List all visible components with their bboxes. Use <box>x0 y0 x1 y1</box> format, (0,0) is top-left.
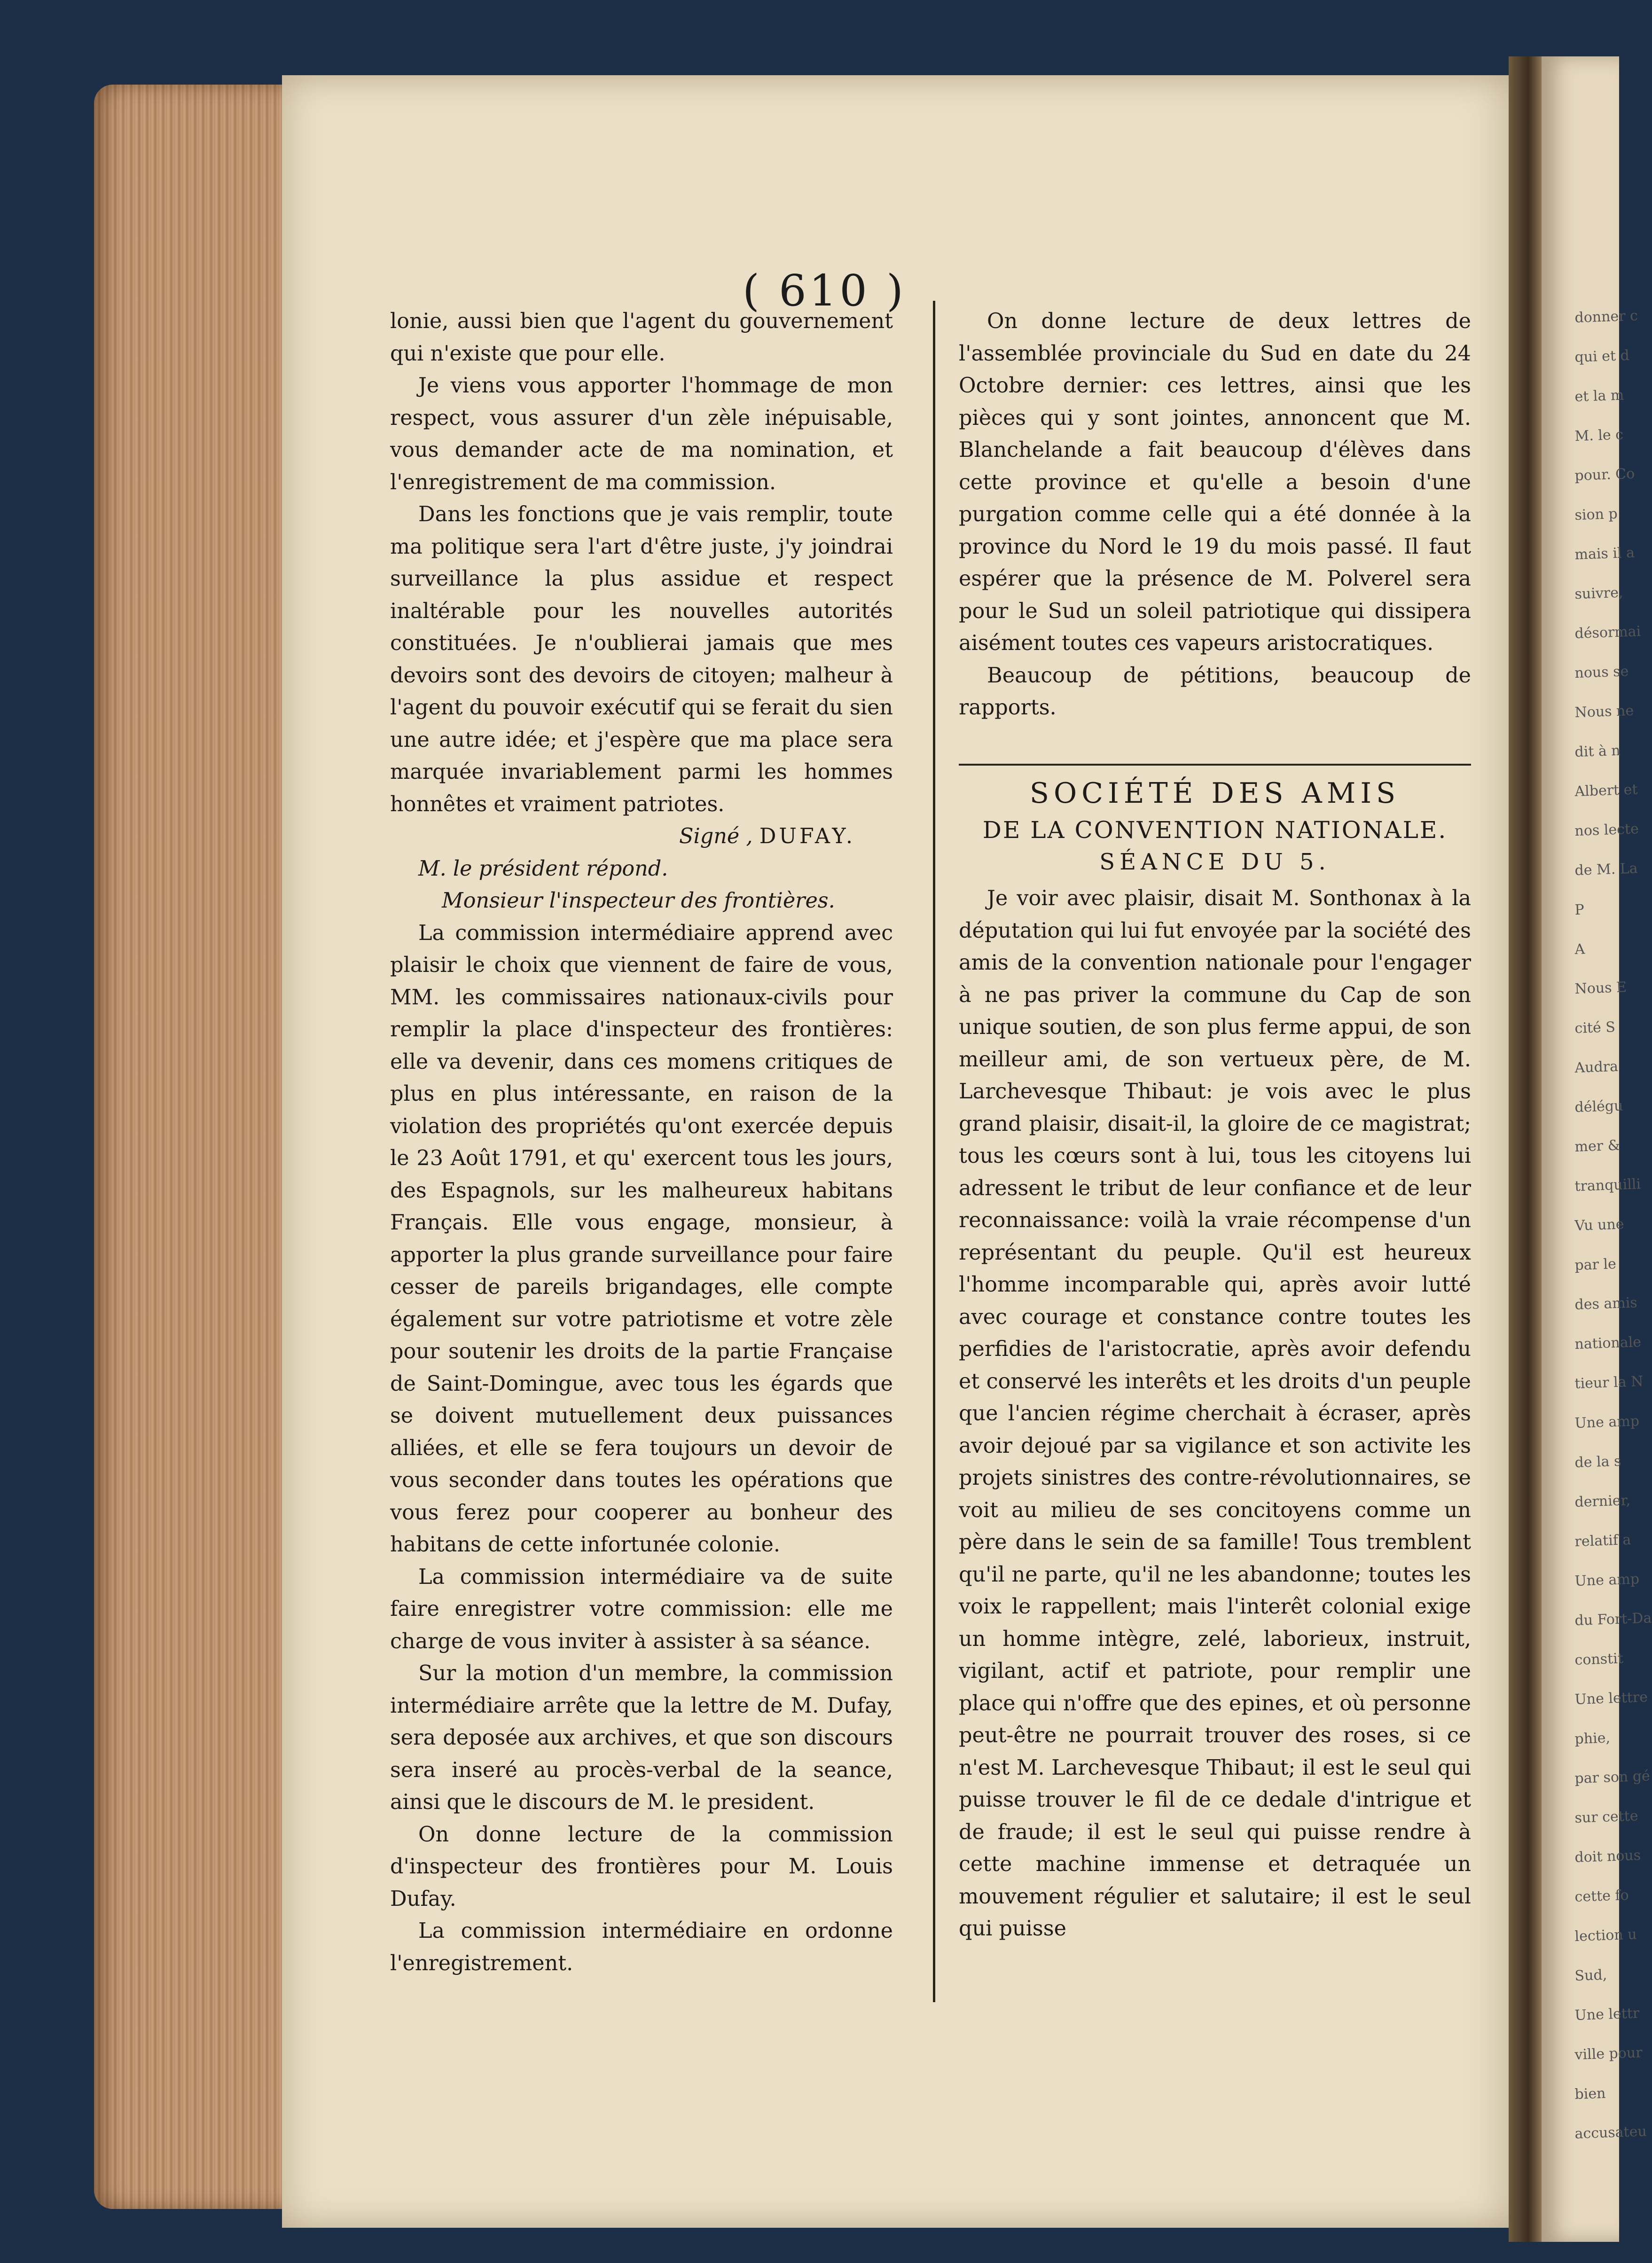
left-paragraph-2: Je viens vous apporter l'hommage de mon respect, vous assurer d'un zèle inépuisable, vous demander acte de ma nomination, et l'enregistrement de ma commission. <box>390 374 893 494</box>
next-page-text-fragment: doit nous <box>1574 1847 1641 1866</box>
next-page-text-fragment: sion p <box>1574 505 1618 524</box>
next-page-text-fragment: nationale <box>1574 1334 1642 1353</box>
next-page-text-fragment: bien <box>1574 2085 1606 2103</box>
next-page-text-fragment: cité S <box>1574 1018 1616 1037</box>
next-page-text-fragment: accusateu <box>1574 2123 1647 2142</box>
next-page-text-fragment: nos lecte <box>1574 821 1639 839</box>
seance-heading: SÉANCE DU 5. <box>1099 849 1331 875</box>
next-page-text-fragment: délégu <box>1574 1097 1623 1116</box>
next-page-text-fragment: dernier, <box>1574 1492 1631 1511</box>
left-paragraph-3: Dans les fonctions que je vais remplir, toute ma politique sera l'art d'être juste, j'y joindrai surveillance la plus assidue et respect inaltérable pour les nouvelles autorités constituées. Je n'oublierai jamais que mes devoirs sont des devoirs de citoyen; malheur à l'agent du pouvoir exécutif qui se ferait du sien une autre idée; et j'espère que ma place sera marquée invariablement parmi les hommes honnêtes et vraiment patriotes. <box>390 502 893 816</box>
right-paragraph-2: Beaucoup de pétitions, beaucoup de rapports. <box>959 663 1471 720</box>
signature-line <box>390 821 893 853</box>
next-page-text-fragment: qui et d <box>1574 347 1630 366</box>
next-page-text-fragment: dit à n <box>1574 742 1621 760</box>
next-page-text-fragment: tieur la N <box>1574 1373 1644 1392</box>
society-subtitle: DE LA CONVENTION NATIONALE. <box>982 816 1448 844</box>
right-paragraph-1: On donne lecture de deux lettres de l'assemblée provinciale du Sud en date du 24 Octobre dernier: ces lettres, ainsi que les pièces qui y sont jointes, annoncent que M. Blanchelande a fait beaucoup d'élèves dans cette province et qu'elle a besoin d'une purgation comme celle qui a été donnée à la province du Nord le 19 du mois passé. Il faut espérer que la présence de M. Polverel sera pour le Sud un soleil patriotique qui dissipera aisément toutes ces vapeurs aristocratiques. <box>959 309 1471 655</box>
next-page-text-fragment: relatif a <box>1574 1531 1631 1550</box>
next-page-text-fragment: de M. La <box>1574 860 1638 879</box>
next-page-fragment <box>1542 56 1652 2242</box>
next-page-text-fragment: tranquilli <box>1574 1176 1641 1195</box>
next-page-text-fragment: Une lettre <box>1574 1689 1648 1708</box>
left-paragraph-1: lonie, aussi bien que l'agent du gouvernement qui n'existe que pour elle. <box>390 309 893 366</box>
next-page-text-fragment: suivre, <box>1574 584 1624 603</box>
signature-name: DUFAY. <box>759 824 855 848</box>
left-column <box>390 305 893 1980</box>
section-divider <box>959 764 1471 766</box>
next-page-text-fragment: Une lettr <box>1574 2005 1640 2024</box>
next-page-text-fragment: Vu une <box>1574 1216 1625 1234</box>
next-page-text-fragment: Albert et <box>1574 781 1638 800</box>
next-page-text-fragment: M. le c <box>1574 426 1624 445</box>
next-page-text-fragment: et la m <box>1574 387 1624 405</box>
next-page-text-fragment: mer & <box>1574 1137 1621 1155</box>
next-page-text-fragment: pour. Co <box>1574 465 1635 484</box>
next-page-text-fragment: Audra <box>1574 1058 1619 1076</box>
book-page-edges <box>94 85 291 2209</box>
right-column-top <box>959 305 1471 724</box>
next-page-text-fragment: ville pour <box>1574 2044 1643 2063</box>
next-page-text-fragment: désormai <box>1574 623 1641 642</box>
next-page-text-fragment: Une amp <box>1574 1571 1640 1590</box>
next-page-text-fragment: par le <box>1574 1255 1617 1274</box>
next-page-text-fragment: donner c <box>1574 307 1638 326</box>
right-paragraph-3: Je voir avec plaisir, disait M. Sonthonax à la députation qui lui fut envoyée par la société des amis de la convention nationale pour l'engager à ne pas priver la commune du Cap de son unique soutien, de son plus ferme appui, de son meilleur ami, de son vertueux père, de M. Larchevesque Thibaut: je vois avec le plus grand plaisir, disait-il, la gloire de ce magistrat; tous les cœurs sont à lui, tous les citoyens lui adressent le tribut de leur confiance et de leur reconnaissance: voilà la vraie récompense d'un représentant du peuple. Qu'il est heureux l'homme incomparable qui, après avoir lutté avec courage et constance contre toutes les perfidies de l'aristocratie, après avoir defendu et conservé les interêts et les droits d'un peuple que l'ancien régime cherchait à écraser, après avoir dejoué par sa vigilance et son activite les projets sinistres des contre-révolutionnaires, se voit au milieu de ses concitoyens comme un père dans le sein de sa famille! Tous tremblent qu'il ne parte, qu'il ne les abandonne; toutes les voix le rappellent; mais l'interêt colonial exige un homme intègre, zelé, laborieux, instruit, vigilant, actif et patriote, pour remplir une place qui n'offre que des epines, et où personne peut-être ne pourrait trouver des roses, si ce n'est M. Larchevesque Thibaut; il est le seul qui puisse trouver le fil de ce dedale d'intrigue et de fraude; il est le seul qui puisse rendre à cette machine immense et detraquée un mouvement régulier et salutaire; il est le seul qui puisse <box>959 886 1471 1941</box>
next-page-text-fragment: de la s <box>1574 1453 1622 1471</box>
next-page-text-fragment: par son gé <box>1574 1768 1651 1787</box>
left-paragraph-4: La commission intermédiaire apprend avec plaisir le choix que viennent de faire de vous, MM. les commissaires nationaux-civils pour remplir la place d'inspecteur des frontières: elle va devenir, dans ces momens critiques de plus en plus intéressante, en raison de la violation des propriétés qu'ont exercée depuis le 23 Août 1791, et qu' exercent tous les jours, des Espagnols, sur les malheureux habitans Français. Elle vous engage, monsieur, à apporter la plus grande surveillance pour faire cesser de pareils brigandages, elle compte également sur votre patriotisme et votre zèle pour soutenir les droits de la partie Française de Saint-Domingue, avec tous les égards que se doivent mutuellement deux puissances alliées, et elle se fera toujours un devoir de vous seconder dans toutes les opérations que vous ferez pour cooperer au bonheur des habitans de cette infortunée colonie. <box>390 921 893 1557</box>
left-paragraph-6: Sur la motion d'un membre, la commission intermédiaire arrête que la lettre de M. Dufay, sera deposée aux archives, et que son discours sera inseré au procès-verbal de la seance, ainsi que le discours de M. le president. <box>390 1661 893 1814</box>
next-page-text-fragment: sur cette <box>1574 1808 1639 1826</box>
left-paragraph-7: On donne lecture de la commission d'inspecteur des frontières pour M. Louis Dufay. <box>390 1822 893 1911</box>
left-paragraph-5: La commission intermédiaire va de suite faire enregistrer votre commission: elle me charge de vous inviter à assister à sa séance. <box>390 1565 893 1653</box>
left-paragraph-8: La commission intermédiaire en ordonne l'enregistrement. <box>390 1919 893 1975</box>
next-page-text-fragment: A <box>1574 941 1585 958</box>
right-column-body <box>959 883 1471 1945</box>
next-page-text-fragment: cette fo <box>1574 1887 1629 1905</box>
next-page-text-fragment: P <box>1574 901 1585 918</box>
president-reply-heading: M. le président répond. <box>418 856 668 881</box>
next-page-text-fragment: du Fort-Da <box>1574 1610 1652 1629</box>
next-page-text-fragment: phie, <box>1574 1730 1611 1747</box>
next-page-text-fragment: Nous ne <box>1574 702 1634 721</box>
next-page-text-fragment: des amis <box>1574 1294 1638 1313</box>
page-number: ( 610 ) <box>743 266 906 316</box>
next-page-text-fragment: constit <box>1574 1650 1624 1668</box>
signature-label: Signé , <box>679 824 753 848</box>
next-page-text-fragment: mais il a <box>1574 544 1635 563</box>
salutation: Monsieur l'inspecteur des frontières. <box>442 889 835 913</box>
next-page-text-fragment: Une amp <box>1574 1413 1640 1432</box>
next-page-text-fragment: lection u <box>1574 1926 1637 1945</box>
society-title: SOCIÉTÉ DES AMIS <box>1029 777 1401 810</box>
column-divider <box>933 301 935 2002</box>
next-page-text-fragment: Nous E <box>1574 979 1627 997</box>
next-page-text-fragment: nous se <box>1574 663 1629 681</box>
book-gutter <box>1509 56 1542 2242</box>
next-page-text-fragment: Sud, <box>1574 1966 1607 1984</box>
